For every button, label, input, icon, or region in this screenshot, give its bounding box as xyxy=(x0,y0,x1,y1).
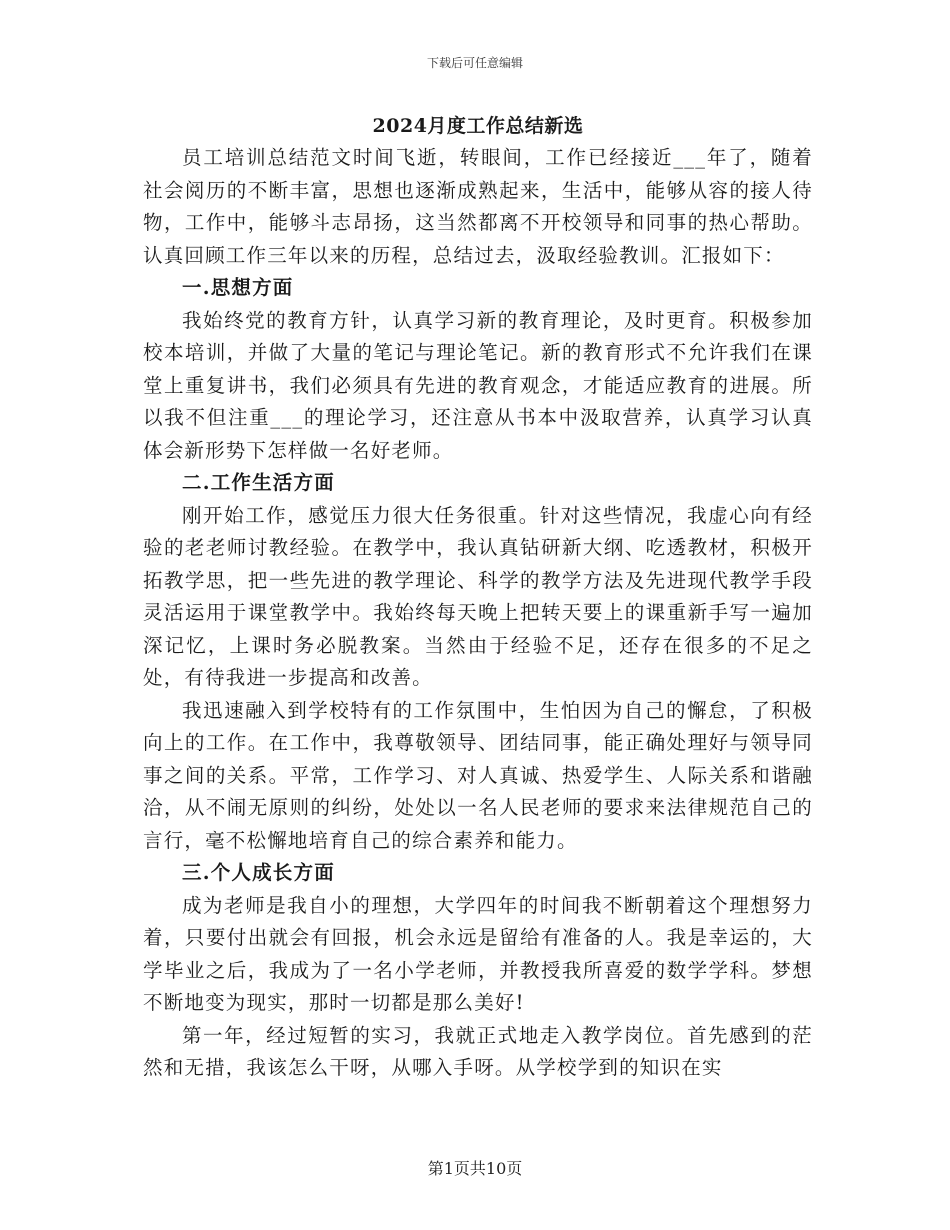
section-heading-work-life: 二.工作生活方面 xyxy=(182,471,335,494)
section-heading-thought: 一.思想方面 xyxy=(182,276,294,299)
document-title: 2024月度工作总结新选 xyxy=(372,115,584,137)
page-header-note: 下载后可任意编辑 xyxy=(426,56,523,70)
page-number-indicator: 第1页共10页 xyxy=(427,1159,523,1178)
section-thought-paragraph: 我始终党的教育方针，认真学习新的教育理论，及时更育。积极参加校本培训，并做了大量的笔记与理论笔记。新的教育形式不允许我们在课堂上重复讲书，我们必须具有先进的教育观念，才能适应教育的进展。所以我不但注重___的理论学习，还注意从书本中汲取营养，认真学习认真体会新形势下怎样做一名好老师。 xyxy=(143,308,813,462)
section-heading-growth: 三.个人成长方面 xyxy=(182,861,335,884)
section-work-life-paragraph-1: 刚开始工作，感觉压力很大任务很重。针对这些情况，我虚心向有经验的老老师讨教经验。在教学中，我认真钻研新大纲、吃透教材，积极开拓教学思，把一些先进的教学理论、科学的教学方法及先进现代教学手段灵活运用于课堂教学中。我始终每天晚上把转天要上的课重新手写一遍加深记忆，上课时务必脱教案。当然由于经验不足，还存在很多的不足之处，有待我进一步提高和改善。 xyxy=(143,503,813,689)
section-work-life-paragraph-2: 我迅速融入到学校特有的工作氛围中，生怕因为自己的懈怠，了积极向上的工作。在工作中，我尊敬领导、团结同事，能正确处理好与领导同事之间的关系。平常，工作学习、对人真诚、热爱学生、人际关系和谐融洽，从不闹无原则的纠纷，处处以一名人民老师的要求来法律规范自己的言行，毫不松懈地培育自己的综合素养和能力。 xyxy=(143,698,813,852)
intro-paragraph: 员工培训总结范文时间飞逝，转眼间，工作已经接近___年了，随着社会阅历的不断丰富，思想也逐渐成熟起来，生活中，能够从容的接人待物，工作中，能够斗志昂扬，这当然都离不开校领导和同事的热心帮助。认真回顾工作三年以来的历程，总结过去，汲取经验教训。汇报如下： xyxy=(143,146,813,267)
section-growth-paragraph-2: 第一年，经过短暂的实习，我就正式地走入教学岗位。首先感到的茫然和无措，我该怎么干呀，从哪入手呀。从学校学到的知识在实 xyxy=(143,1023,813,1079)
section-growth-paragraph-1: 成为老师是我自小的理想，大学四年的时间我不断朝着这个理想努力着，只要付出就会有回报，机会永远是留给有准备的人。我是幸运的，大学毕业之后，我成为了一名小学老师，并教授我所喜爱的数学学科。梦想不断地变为现实，那时一切都是那么美好! xyxy=(143,893,813,1014)
document-body xyxy=(143,110,813,1085)
